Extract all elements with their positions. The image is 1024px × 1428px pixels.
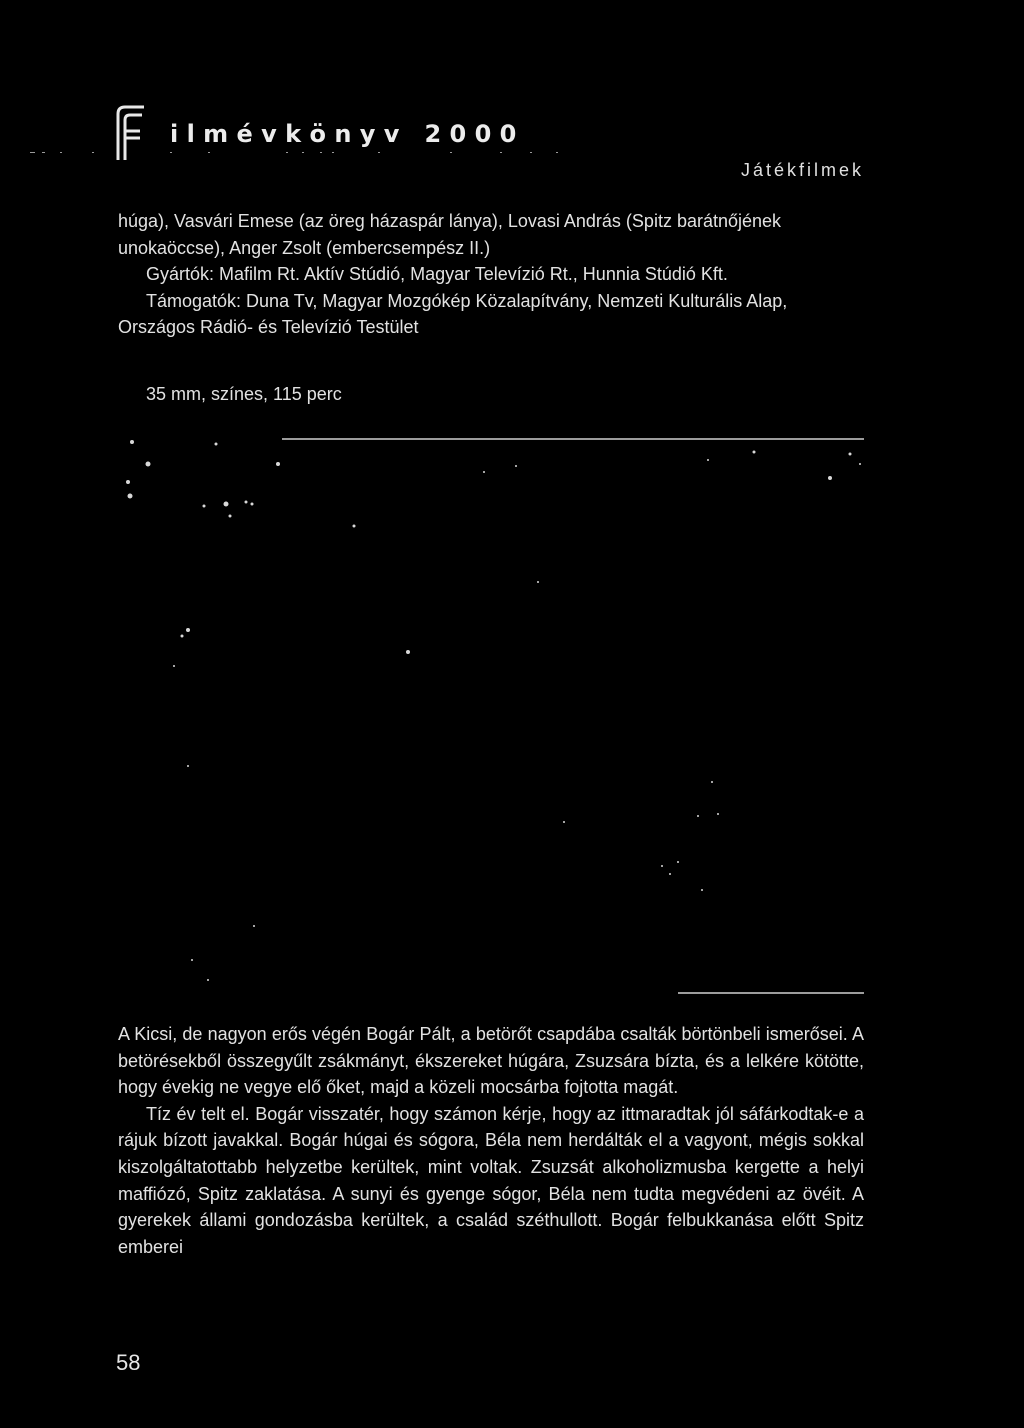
page-number: 58 bbox=[116, 1350, 141, 1375]
film-format: 35 mm, színes, 115 perc bbox=[146, 384, 342, 404]
header-dotted-rule bbox=[30, 150, 670, 156]
section-label: Játékfilmek bbox=[740, 160, 864, 180]
credits-block bbox=[118, 261, 864, 341]
film-still-photo bbox=[118, 430, 868, 1000]
producers-line: Gyártók: Mafilm Rt. Aktív Stúdió, Magyar Televízió Rt., Hunnia Stúdió Kft. bbox=[146, 264, 728, 284]
cast-continued: húga), Vasvári Emese (az öreg házaspár lánya), Lovasi András (Spitz barátnőjének unokaöccse), Anger Zsolt (embercsempész II.) bbox=[118, 211, 782, 258]
synopsis-paragraph-2: Tíz év telt el. Bogár visszatér, hogy számon kérje, hogy az ittmaradtak jól sáfárkodtak-e a rájuk bízott javakkal. Bogár húgai és sógora, Béla nem herdálták el a vagyont, mégis sokkal kiszolgáltatottabb helyzetbe kerültek, mint voltak. Zsuzsát alkoholizmusba kergette a helyi maffiózó, Spitz zaklatása. A sunyi és gyenge sógor, Béla nem tudta megvédeni az övéit. A gyerekek állami gondozásba kerültek, a család széthullott. Bogár felbukkanása előtt Spitz emberei bbox=[118, 1103, 864, 1257]
yearbook-title: i l m é v k ö n y v 2 0 0 0 bbox=[170, 120, 517, 148]
synopsis-paragraph-1: A Kicsi, de nagyon erős végén Bogár Pált, a betörőt csapdába csalták börtönbeli ismerősei. A betörésekből összegyűlt zsákmányt, ékszereket húgára, Zsuzsára bízta, és a lelkére kötötte, hogy évekig ne vegye elő őket, majd a közeli mocsárba fojtotta magát. bbox=[118, 1024, 864, 1098]
synopsis bbox=[118, 1021, 864, 1260]
supporters-line: Támogatók: Duna Tv, Magyar Mozgókép Közalapítvány, Nemzeti Kulturális Alap, Országos Rádió- és Televízió Testület bbox=[118, 290, 788, 337]
